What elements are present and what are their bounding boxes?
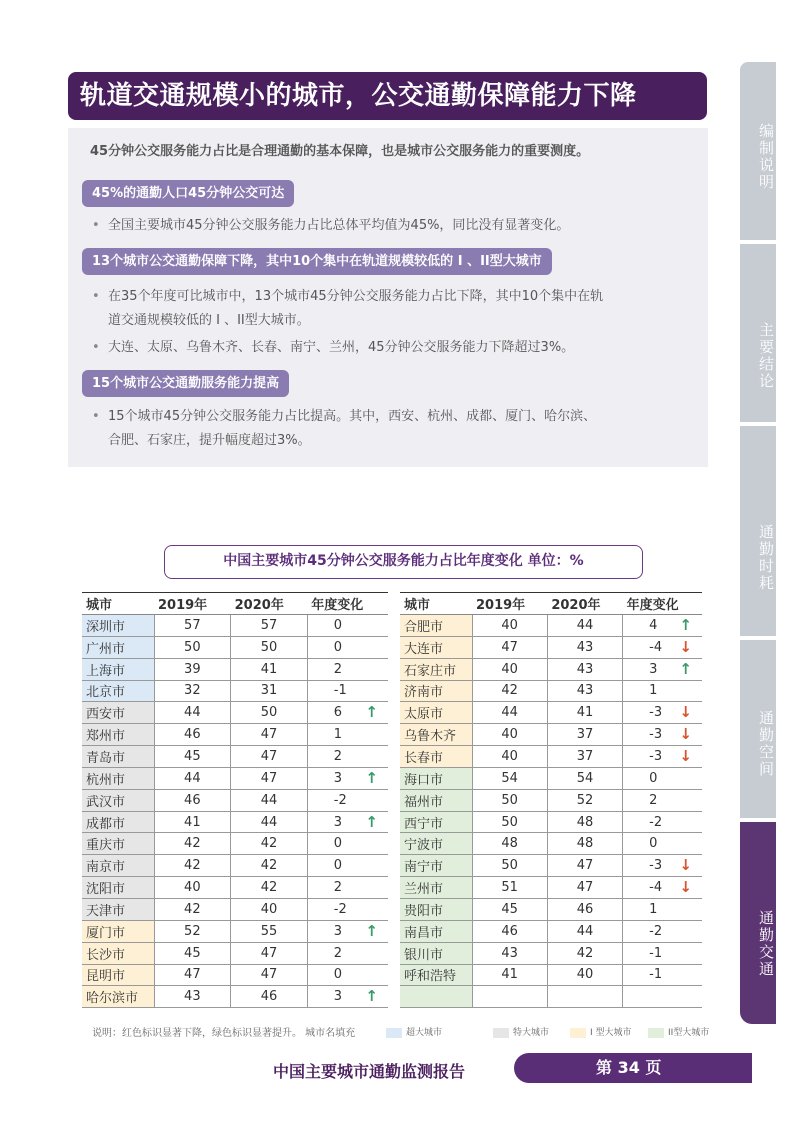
table-row: [400, 855, 702, 877]
value-2020-cell: 44: [231, 811, 308, 833]
city-cell: 长春市: [400, 746, 472, 768]
value-2019-cell: 52: [154, 920, 231, 942]
arrow-up-icon: ↑: [365, 768, 378, 787]
city-cell: 宁波市: [400, 833, 472, 855]
city-cell: 合肥市: [400, 615, 472, 637]
value-2019-cell: 50: [472, 811, 547, 833]
value-2019-cell: 50: [472, 855, 547, 877]
value-2019-cell: 45: [154, 942, 231, 964]
city-cell: 大连市: [400, 636, 472, 658]
value-2020-cell: 47: [231, 942, 308, 964]
city-cell: 昆明市: [82, 964, 154, 986]
city-cell: 杭州市: [82, 767, 154, 789]
city-cell: 南昌市: [400, 920, 472, 942]
value-2019-cell: 40: [472, 615, 547, 637]
change-cell: [623, 986, 702, 1008]
change-cell: 1: [623, 680, 702, 702]
change-cell: 6 ↑: [307, 702, 388, 724]
city-cell: 厦门市: [82, 920, 154, 942]
city-cell: 深圳市: [82, 615, 154, 637]
table-row: [400, 724, 702, 746]
value-2020-cell: 40: [547, 964, 622, 986]
value-2019-cell: 44: [154, 767, 231, 789]
bullet-item: • 在35个年度可比城市中，13个城市45分钟公交服务能力占比下降，其中10个集中在轨 道交通规模较低的 I 、II型大城市。: [92, 285, 672, 333]
value-2019-cell: 41: [472, 964, 547, 986]
legend-item: 特大城市: [493, 1025, 549, 1037]
city-cell: 济南市: [400, 680, 472, 702]
value-2019-cell: 42: [154, 898, 231, 920]
side-tab-commute-time[interactable]: 通勤时耗: [740, 426, 776, 636]
col-header-change: 年度变化: [623, 593, 702, 615]
city-cell: 海口市: [400, 767, 472, 789]
table-row: [82, 811, 388, 833]
table-row: [82, 877, 388, 899]
bullet-dot-icon: •: [92, 409, 100, 424]
bullet-dot-icon: •: [92, 218, 100, 233]
city-cell: 上海市: [82, 658, 154, 680]
value-2020-cell: 41: [231, 658, 308, 680]
value-2020-cell: 54: [547, 767, 622, 789]
arrow-up-icon: ↑: [365, 921, 378, 940]
value-2020-cell: 37: [547, 724, 622, 746]
table-row: [82, 615, 388, 637]
value-2019-cell: 48: [472, 833, 547, 855]
value-2020-cell: 48: [547, 811, 622, 833]
arrow-up-icon: ↑: [679, 616, 692, 634]
arrow-down-icon: ↓: [679, 747, 692, 766]
value-2020-cell: 47: [231, 964, 308, 986]
city-cell: 福州市: [400, 789, 472, 811]
value-2020-cell: 42: [231, 877, 308, 899]
change-cell: 0: [307, 833, 388, 855]
value-2019-cell: 46: [154, 724, 231, 746]
value-2019-cell: 47: [154, 964, 231, 986]
value-2020-cell: 47: [547, 877, 622, 899]
value-2020-cell: 42: [547, 942, 622, 964]
arrow-down-icon: ↓: [679, 878, 692, 897]
value-2019-cell: 39: [154, 658, 231, 680]
table-row: [400, 986, 702, 1008]
value-2020-cell: 50: [231, 702, 308, 724]
value-2019-cell: 50: [154, 636, 231, 658]
city-cell: 天津市: [82, 898, 154, 920]
legend-swatch: [386, 1028, 402, 1038]
table-row: [82, 746, 388, 768]
section-tag: 13个城市公交通勤保障下降，其中10个集中在轨道规模较低的 I 、II型大城市: [82, 248, 552, 275]
table-row: [400, 702, 702, 724]
table-row: [82, 724, 388, 746]
section-tag: 15个城市公交通勤服务能力提高: [82, 370, 289, 397]
value-2020-cell: 42: [231, 855, 308, 877]
side-nav: [740, 62, 776, 1024]
change-cell: -4 ↓: [623, 636, 702, 658]
col-header-2020: 2020年: [231, 593, 308, 615]
city-cell: 乌鲁木齐: [400, 724, 472, 746]
table-row: [82, 833, 388, 855]
value-2020-cell: 43: [547, 658, 622, 680]
change-cell: 1: [307, 724, 388, 746]
table-header-row: [400, 593, 702, 615]
arrow-down-icon: ↓: [679, 856, 692, 875]
col-header-2020: 2020年: [547, 593, 622, 615]
value-2019-cell: 40: [472, 724, 547, 746]
city-cell: 太原市: [400, 702, 472, 724]
value-2019-cell: 47: [472, 636, 547, 658]
value-2020-cell: 50: [231, 636, 308, 658]
arrow-down-icon: ↓: [679, 725, 692, 744]
value-2020-cell: 47: [231, 724, 308, 746]
value-2019-cell: 57: [154, 615, 231, 637]
table-row: [82, 920, 388, 942]
value-2020-cell: 47: [231, 767, 308, 789]
arrow-up-icon: ↑: [679, 659, 692, 678]
value-2019-cell: 46: [154, 789, 231, 811]
value-2019-cell: 46: [472, 920, 547, 942]
city-cell: 长沙市: [82, 942, 154, 964]
city-cell: 兰州市: [400, 877, 472, 899]
value-2019-cell: 40: [472, 746, 547, 768]
legend-swatch: [493, 1028, 509, 1038]
change-cell: 0: [307, 615, 388, 637]
value-2019-cell: 42: [472, 680, 547, 702]
side-tab-conclusions[interactable]: 主要结论: [740, 244, 776, 422]
value-2019-cell: 42: [154, 833, 231, 855]
table-row: [82, 680, 388, 702]
change-cell: -1: [307, 680, 388, 702]
change-cell: 1: [623, 898, 702, 920]
city-cell: 银川市: [400, 942, 472, 964]
arrow-up-icon: ↑: [365, 703, 378, 722]
value-2019-cell: [472, 986, 547, 1008]
city-cell: 石家庄市: [400, 658, 472, 680]
value-2020-cell: 47: [231, 746, 308, 768]
summary-box: [68, 128, 708, 467]
table-row: [400, 680, 702, 702]
table-row: [82, 702, 388, 724]
table-row: [400, 942, 702, 964]
table-row: [400, 636, 702, 658]
change-cell: 2: [307, 942, 388, 964]
city-cell: [400, 986, 472, 1008]
legend-item: I 型大城市: [570, 1025, 632, 1037]
value-2019-cell: 43: [154, 986, 231, 1008]
arrow-up-icon: ↑: [365, 987, 378, 1006]
arrow-down-icon: ↓: [679, 637, 692, 656]
bullet-item: • 大连、太原、乌鲁木齐、长春、南宁、兰州，45分钟公交服务能力下降超过3%。: [92, 336, 672, 360]
value-2019-cell: 40: [154, 877, 231, 899]
value-2019-cell: 54: [472, 767, 547, 789]
city-cell: 成都市: [82, 811, 154, 833]
change-cell: -3 ↓: [623, 746, 702, 768]
value-2020-cell: 57: [231, 615, 308, 637]
value-2020-cell: 42: [231, 833, 308, 855]
page-title: 轨道交通规模小的城市，公交通勤保障能力下降: [68, 72, 707, 120]
city-cell: 西安市: [82, 702, 154, 724]
value-2019-cell: 50: [472, 789, 547, 811]
change-cell: -4 ↓: [623, 877, 702, 899]
table-header-row: [82, 593, 388, 615]
value-2019-cell: 32: [154, 680, 231, 702]
change-cell: 2: [307, 877, 388, 899]
table-row: [400, 898, 702, 920]
city-cell: 哈尔滨市: [82, 986, 154, 1008]
table-row: [400, 767, 702, 789]
change-cell: 2: [307, 658, 388, 680]
city-cell: 西宁市: [400, 811, 472, 833]
side-tab-commute-space[interactable]: 通勤空间: [740, 640, 776, 818]
table-note: 说明：红色标识显著下降，绿色标识显著提升。 城市名填充: [92, 1028, 356, 1039]
value-2020-cell: 41: [547, 702, 622, 724]
value-2020-cell: 44: [547, 920, 622, 942]
city-cell: 呼和浩特: [400, 964, 472, 986]
change-cell: -2: [623, 920, 702, 942]
arrow-up-icon: ↑: [365, 812, 378, 831]
city-cell: 广州市: [82, 636, 154, 658]
value-2020-cell: 31: [231, 680, 308, 702]
city-cell: 郑州市: [82, 724, 154, 746]
change-cell: -3 ↓: [623, 724, 702, 746]
value-2019-cell: 44: [472, 702, 547, 724]
table-row: [400, 877, 702, 899]
city-cell: 青岛市: [82, 746, 154, 768]
table-row: [82, 942, 388, 964]
value-2020-cell: 46: [547, 898, 622, 920]
bullet-item: • 15个城市45分钟公交服务能力占比提高。其中，西安、杭州、成都、厦门、哈尔滨、 合肥、石家庄，提升幅度超过3%。: [92, 405, 672, 453]
data-table-left: [82, 592, 388, 1008]
city-cell: 北京市: [82, 680, 154, 702]
legend-swatch: [570, 1028, 586, 1038]
value-2020-cell: 43: [547, 636, 622, 658]
change-cell: 3 ↑: [623, 658, 702, 680]
table-row: [400, 615, 702, 637]
arrow-down-icon: ↓: [679, 703, 692, 722]
change-cell: 3 ↑: [307, 920, 388, 942]
city-cell: 沈阳市: [82, 877, 154, 899]
value-2020-cell: 55: [231, 920, 308, 942]
col-header-change: 年度变化: [307, 593, 388, 615]
table-row: [82, 789, 388, 811]
col-header-city: 城市: [82, 593, 154, 615]
table-row: [82, 658, 388, 680]
value-2019-cell: 43: [472, 942, 547, 964]
change-cell: 0: [307, 964, 388, 986]
value-2020-cell: 37: [547, 746, 622, 768]
value-2020-cell: 40: [231, 898, 308, 920]
value-2019-cell: 40: [472, 658, 547, 680]
change-cell: 0: [623, 833, 702, 855]
legend-item: 超大城市: [386, 1025, 442, 1037]
page-number: 第 34 页: [514, 1053, 752, 1083]
bullet-dot-icon: •: [92, 340, 100, 355]
change-cell: -3 ↓: [623, 702, 702, 724]
table-row: [400, 811, 702, 833]
city-cell: 贵阳市: [400, 898, 472, 920]
table-row: [82, 636, 388, 658]
col-header-2019: 2019年: [472, 593, 547, 615]
change-cell: 0: [307, 636, 388, 658]
value-2019-cell: 42: [154, 855, 231, 877]
change-cell: -3 ↓: [623, 855, 702, 877]
change-cell: 3 ↑: [307, 811, 388, 833]
data-table-right: [400, 592, 702, 1008]
report-title: 中国主要城市通勤监测报告: [273, 1062, 466, 1081]
value-2020-cell: [547, 986, 622, 1008]
change-cell: 0: [307, 855, 388, 877]
value-2020-cell: 48: [547, 833, 622, 855]
table-row: [82, 964, 388, 986]
side-tab-commute-transport[interactable]: 通勤交通: [740, 822, 776, 1024]
city-cell: 武汉市: [82, 789, 154, 811]
change-cell: 4 ↑: [623, 615, 702, 637]
side-tab-methodology[interactable]: 编制说明: [740, 62, 776, 240]
col-header-city: 城市: [400, 593, 472, 615]
table-caption: 中国主要城市45分钟公交服务能力占比年度变化 单位：%: [164, 545, 643, 579]
summary-intro: 45分钟公交服务能力占比是合理通勤的基本保障，也是城市公交服务能力的重要测度。: [90, 144, 590, 159]
value-2019-cell: 51: [472, 877, 547, 899]
city-cell: 南京市: [82, 855, 154, 877]
value-2020-cell: 43: [547, 680, 622, 702]
table-row: [400, 833, 702, 855]
legend-swatch: [648, 1028, 664, 1038]
change-cell: -1: [623, 942, 702, 964]
change-cell: 3 ↑: [307, 767, 388, 789]
section-tag: 45%的通勤人口45分钟公交可达: [82, 180, 294, 207]
change-cell: -2: [307, 789, 388, 811]
table-row: [400, 964, 702, 986]
value-2020-cell: 52: [547, 789, 622, 811]
bullet-dot-icon: •: [92, 289, 100, 304]
table-row: [82, 986, 388, 1008]
change-cell: -2: [307, 898, 388, 920]
bullet-item: • 全国主要城市45分钟公交服务能力占比总体平均值为45%，同比没有显著变化。: [92, 214, 672, 238]
table-row: [82, 855, 388, 877]
change-cell: -2: [623, 811, 702, 833]
change-cell: 0: [623, 767, 702, 789]
table-row: [400, 789, 702, 811]
value-2020-cell: 47: [547, 855, 622, 877]
city-cell: 南宁市: [400, 855, 472, 877]
table-row: [400, 920, 702, 942]
city-cell: 重庆市: [82, 833, 154, 855]
table-row: [82, 898, 388, 920]
value-2020-cell: 44: [547, 615, 622, 637]
table-row: [400, 746, 702, 768]
value-2020-cell: 46: [231, 986, 308, 1008]
change-cell: 2: [307, 746, 388, 768]
change-cell: 3 ↑: [307, 986, 388, 1008]
change-cell: -1: [623, 964, 702, 986]
col-header-2019: 2019年: [154, 593, 231, 615]
value-2019-cell: 44: [154, 702, 231, 724]
legend-item: II型大城市: [648, 1025, 709, 1037]
value-2020-cell: 44: [231, 789, 308, 811]
value-2019-cell: 45: [154, 746, 231, 768]
table-row: [82, 767, 388, 789]
table-row: [400, 658, 702, 680]
value-2019-cell: 45: [472, 898, 547, 920]
change-cell: 2: [623, 789, 702, 811]
value-2019-cell: 41: [154, 811, 231, 833]
